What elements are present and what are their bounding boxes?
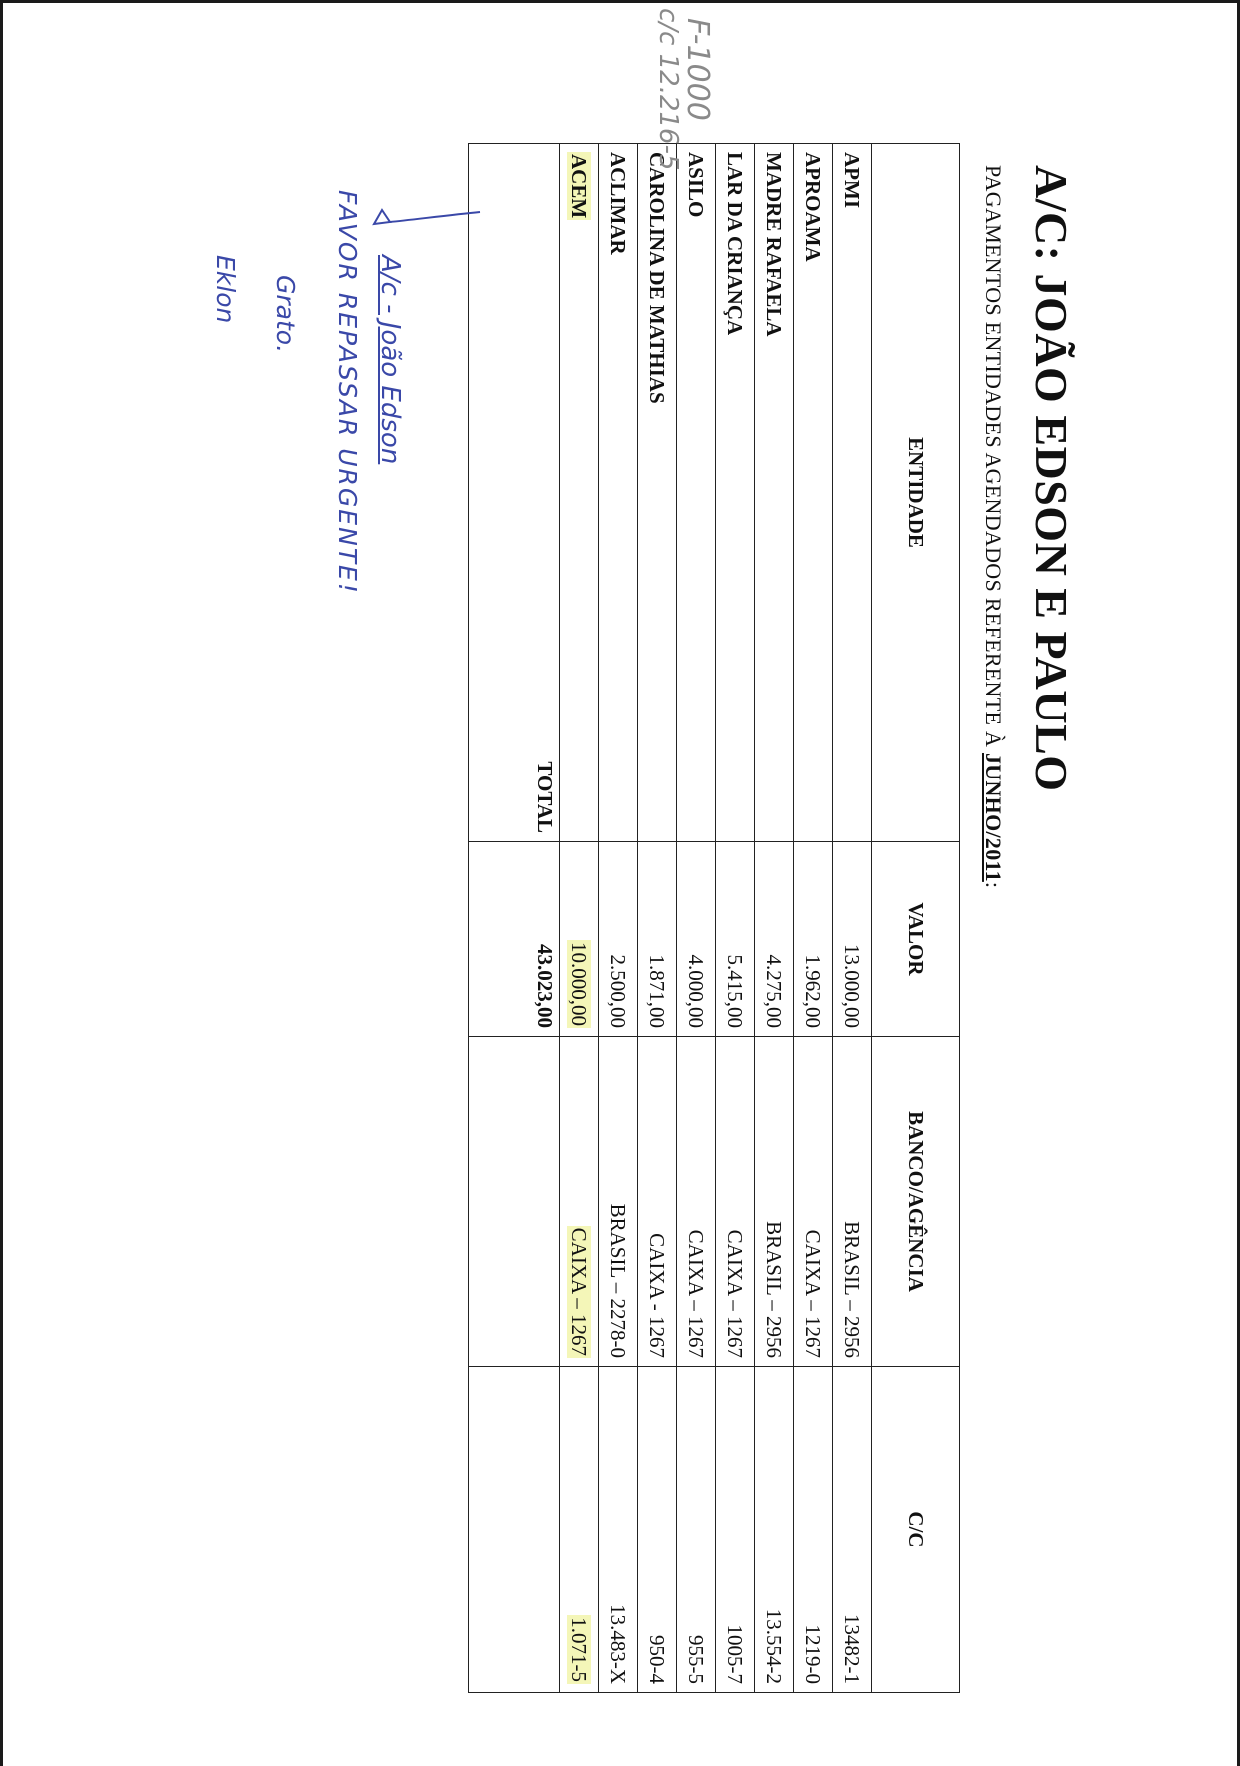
cell-bank-text: BRASIL – 2278-0 [606,1203,631,1358]
cell-account [560,1367,599,1693]
cell-account-text: 955-5 [684,1635,709,1684]
table-row [560,144,599,1693]
cell-value [794,842,833,1037]
handwritten-signature: Eklon [211,255,240,324]
cell-bank [599,1037,638,1367]
cell-account-text: 13.554-2 [762,1608,787,1684]
cell-account-text: 950-4 [645,1635,670,1684]
cell-bank [794,1037,833,1367]
total-bank-empty [469,1037,560,1367]
cell-entity-text: CAROLINA DE MATHIAS [645,152,670,404]
cell-entity-text: MADRE RAFAELA [762,152,787,337]
header-entity: ENTIDADE [872,144,960,842]
cell-entity [794,144,833,842]
cell-account [833,1367,872,1693]
cell-bank-text: CAIXA – 1267 [684,1229,709,1358]
subtitle-text: PAGAMENTOS ENTIDADES AGENDADOS REFERENTE À [981,165,1006,753]
document-subtitle [980,165,1006,888]
total-account-empty [469,1367,560,1693]
handwritten-note-urgent: FAVOR REPASSAR URGENTE! [333,190,362,595]
cell-bank-text: CAIXA – 1267 [723,1229,748,1358]
total-label: TOTAL [469,144,560,842]
cell-value [560,842,599,1037]
cell-account-text: 1005-7 [723,1624,748,1684]
cell-value-text: 2.500,00 [606,954,631,1028]
cell-entity-text: APMI [840,152,865,208]
header-bank: BANCO/AGÊNCIA [872,1037,960,1367]
handwritten-note-recipient: A/c - João Edson [375,255,405,465]
cell-entity-text: ACEM [567,154,592,219]
cell-entity [560,144,599,842]
total-value: 43.023,00 [469,842,560,1037]
table-header-row [872,144,960,1693]
cell-value-text: 10.000,00 [567,942,592,1026]
handwritten-note-f1000: F-1000 [680,18,715,121]
cell-entity-text: ASILO [684,152,709,218]
scan-border-left [0,0,3,1766]
table-row [599,144,638,1693]
table-row [638,144,677,1693]
cell-account-text: 13.483-X [606,1604,631,1684]
cell-entity [833,144,872,842]
table-row [716,144,755,1693]
cell-account [755,1367,794,1693]
header-value: VALOR [872,842,960,1037]
total-row [469,144,560,1693]
cell-bank [560,1037,599,1367]
cell-entity-text: LAR DA CRIANÇA [723,152,748,336]
cell-account-text: 1219-0 [801,1624,826,1684]
cell-value-text: 4.000,00 [684,954,709,1028]
cell-account-text: 13482-1 [840,1614,865,1684]
handwritten-note-thanks: Grato. [271,275,300,354]
cell-account [638,1367,677,1693]
cell-value-text: 13.000,00 [840,944,865,1028]
cell-entity-text: ACLIMAR [606,152,631,255]
cell-bank [638,1037,677,1367]
cell-value-text: 4.275,00 [762,954,787,1028]
cell-account [599,1367,638,1693]
cell-account [794,1367,833,1693]
cell-value [716,842,755,1037]
cell-value [755,842,794,1037]
cell-value-text: 1.962,00 [801,954,826,1028]
table-row [677,144,716,1693]
cell-bank-text: BRASIL – 2956 [840,1221,865,1358]
document-title: A/C: JOÃO EDSON E PAULO [1026,165,1077,792]
header-account: C/C [872,1367,960,1693]
cell-bank [677,1037,716,1367]
cell-value-text: 1.871,00 [645,954,670,1028]
scan-border-top [0,0,1240,3]
cell-entity [716,144,755,842]
cell-bank [716,1037,755,1367]
handwritten-note-account: c/c 12.216-5 [653,8,683,171]
cell-account [677,1367,716,1693]
subtitle-suffix: : [981,881,1006,889]
subtitle-month: JUNHO/2011 [981,752,1006,882]
table-row [755,144,794,1693]
cell-value [599,842,638,1037]
cell-entity [755,144,794,842]
cell-entity [638,144,677,842]
cell-value [677,842,716,1037]
cell-bank-text: CAIXA – 1267 [801,1229,826,1358]
cell-bank [755,1037,794,1367]
cell-bank-text: BRASIL – 2956 [762,1221,787,1358]
cell-entity [677,144,716,842]
cell-entity-text: APROAMA [801,152,826,262]
cell-value [833,842,872,1037]
cell-bank-text: CAIXA – 1267 [567,1227,592,1356]
cell-bank [833,1037,872,1367]
cell-value [638,842,677,1037]
table-row [833,144,872,1693]
cell-account [716,1367,755,1693]
cell-account-text: 1.071-5 [567,1617,592,1682]
cell-value-text: 5.415,00 [723,954,748,1028]
table-row [794,144,833,1693]
payments-table [468,143,960,1693]
cell-entity [599,144,638,842]
cell-bank-text: CAIXA - 1267 [645,1233,670,1358]
